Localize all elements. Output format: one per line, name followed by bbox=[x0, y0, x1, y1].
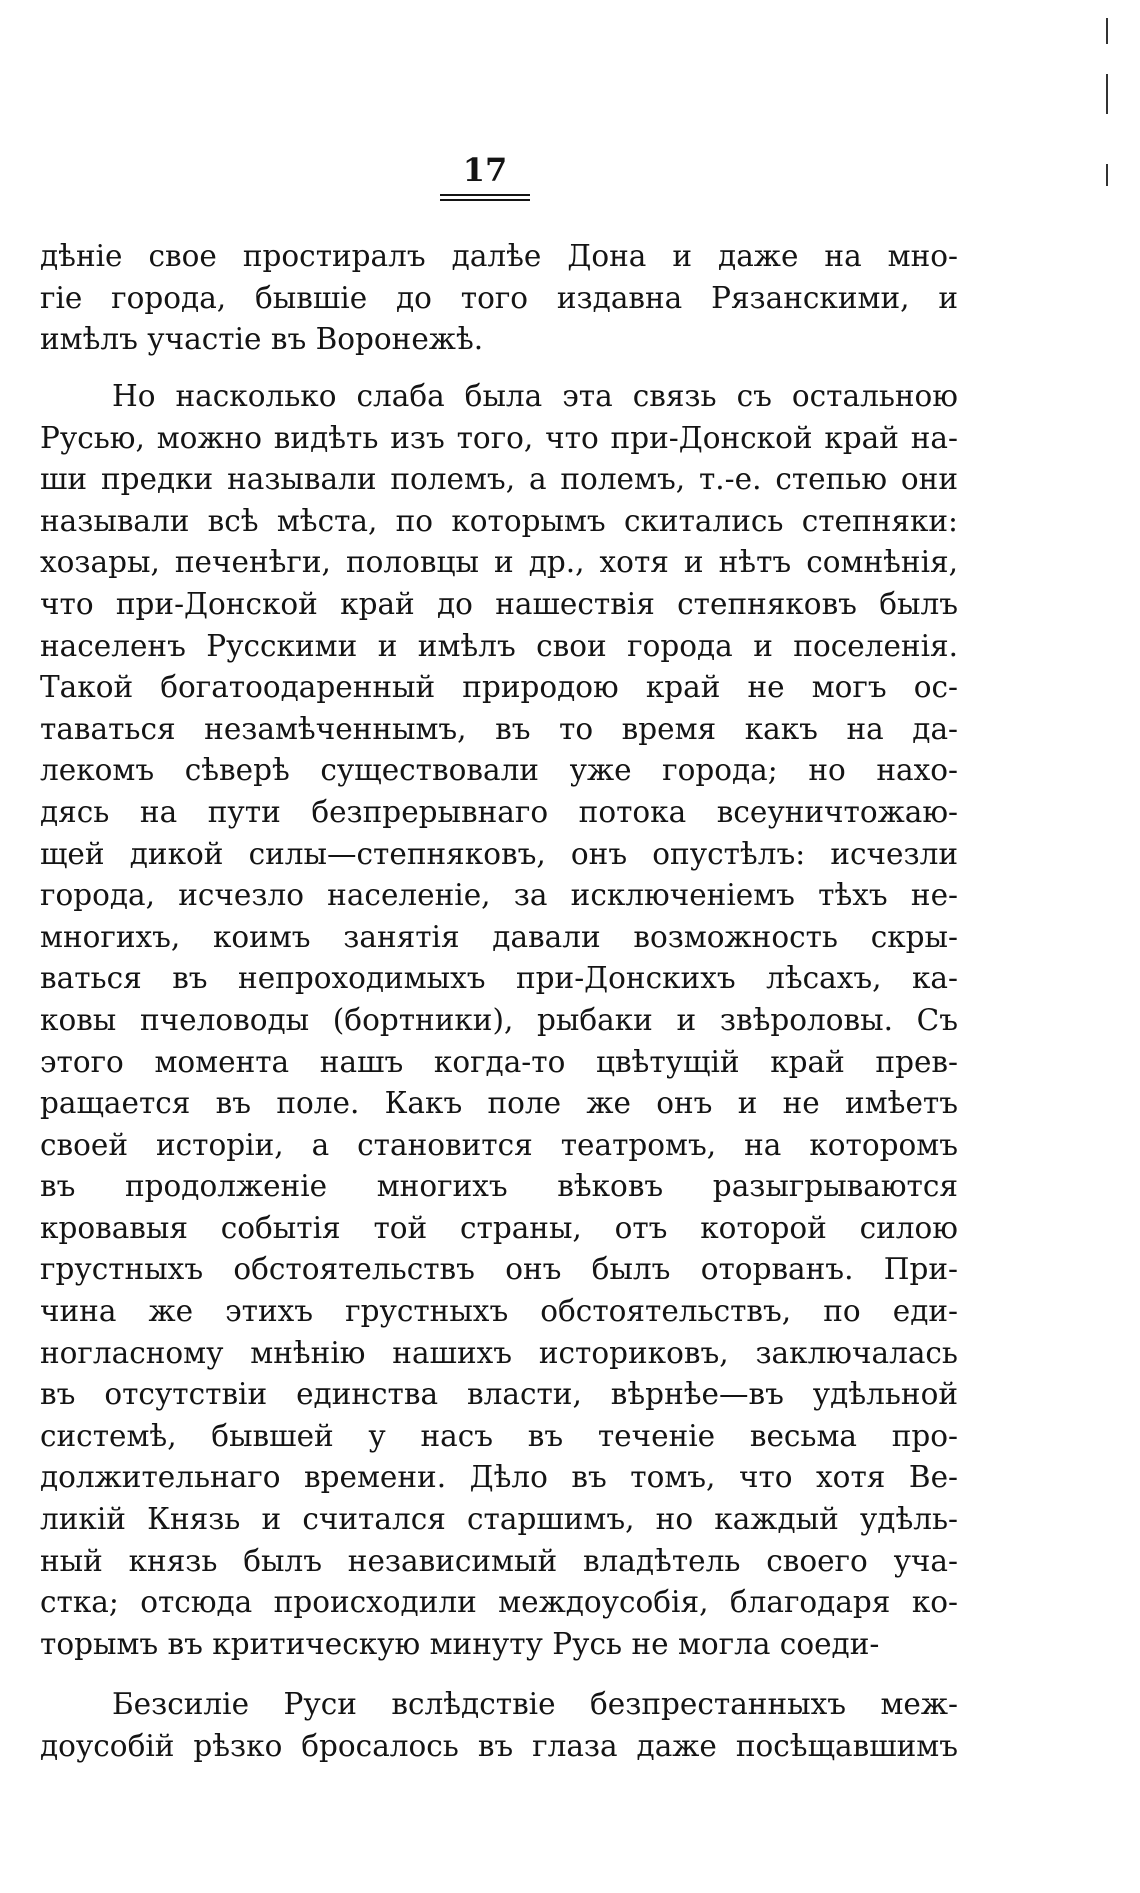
text-line: Русью, можно видѣть изъ того, что при-Донской край на- bbox=[40, 420, 958, 455]
text-line: что при-Донской край до нашествія степняковъ былъ bbox=[40, 586, 958, 621]
text-line: дясь на пути безпрерывнаго потока всеуничтожаю- bbox=[40, 794, 958, 829]
page-number-rule bbox=[440, 194, 530, 201]
text-line: грустныхъ обстоятельствъ онъ былъ оторванъ. При- bbox=[40, 1252, 958, 1287]
text-line: называли всѣ мѣста, по которымъ скитались степняки: bbox=[40, 503, 958, 538]
text-line: системѣ, бывшей у насъ въ теченіе весьма про- bbox=[40, 1418, 958, 1453]
text-line: въ отсутствіи единства власти, вѣрнѣе—въ удѣльной bbox=[40, 1377, 958, 1412]
text-line: ный князь былъ независимый владѣтель своего уча- bbox=[40, 1543, 958, 1578]
text-line: дѣніе свое простиралъ далѣе Дона и даже на мно- bbox=[40, 239, 958, 273]
text-line: щей дикой силы—степняковъ, онъ опустѣлъ: исчезли bbox=[40, 836, 958, 871]
text-line: кровавыя событія той страны, отъ которой силою bbox=[40, 1210, 958, 1245]
text-line: ращается въ поле. Какъ поле же онъ и не имѣетъ bbox=[40, 1086, 958, 1121]
text-line: Безсиліе Руси вслѣдствіе безпрестанныхъ меж- bbox=[112, 1687, 958, 1721]
paragraph-main bbox=[40, 376, 958, 1665]
page-number: 17 bbox=[462, 151, 508, 189]
text-line: доусобій рѣзко бросалось въ глаза даже посѣщавшимъ bbox=[40, 1728, 958, 1763]
text-line: ши предки называли полемъ, а полемъ, т.-е. степью они bbox=[40, 462, 958, 497]
text-line: ликій Князь и считался старшимъ, но каждый удѣль- bbox=[40, 1502, 958, 1537]
text-line: ваться въ непроходимыхъ при-Донскихъ лѣсахъ, ка- bbox=[40, 961, 958, 996]
scan-edge-mark bbox=[1106, 74, 1108, 114]
text-line: гіе города, бывшіе до того издавна Рязанскими, и bbox=[40, 280, 958, 315]
text-line: чина же этихъ грустныхъ обстоятельствъ, по еди- bbox=[40, 1294, 958, 1329]
text-line: многихъ, коимъ занятія давали возможность скры- bbox=[40, 919, 958, 954]
text-line: Но насколько слаба была эта связь съ остальною bbox=[112, 379, 958, 413]
text-line: города, исчезло населеніе, за исключеніемъ тѣхъ не- bbox=[40, 878, 958, 913]
text-line: ковы пчеловоды (бортники), рыбаки и звѣроловы. Съ bbox=[40, 1002, 958, 1037]
text-line: имѣлъ участіе въ Воронежѣ. bbox=[40, 322, 484, 357]
text-line: населенъ Русскими и имѣлъ свои города и поселенія. bbox=[40, 628, 958, 663]
text-line: ногласному мнѣнію нашихъ историковъ, заключалась bbox=[40, 1335, 958, 1370]
paragraph-continuation bbox=[40, 236, 958, 361]
text-line: стка; отсюда происходили междоусобія, благодаря ко- bbox=[40, 1585, 958, 1620]
scan-edge-mark bbox=[1106, 164, 1108, 186]
text-line: должительнаго времени. Дѣло въ томъ, что хотя Ве- bbox=[40, 1460, 958, 1495]
text-line: своей исторіи, а становится театромъ, на которомъ bbox=[40, 1127, 958, 1162]
text-line: торымъ въ критическую минуту Русь не могла соеди- bbox=[40, 1626, 880, 1661]
paragraph-closing bbox=[40, 1684, 958, 1767]
scan-edge-mark bbox=[1106, 18, 1108, 44]
text-line: этого момента нашъ когда-то цвѣтущій край прев- bbox=[40, 1044, 958, 1079]
text-line: таваться незамѣченнымъ, въ то время какъ на да- bbox=[40, 711, 958, 746]
text-line: Такой богатоодаренный природою край не могъ ос- bbox=[40, 670, 958, 705]
text-line: хозары, печенѣги, половцы и др., хотя и нѣтъ сомнѣнія, bbox=[40, 545, 958, 580]
text-line: въ продолженіе многихъ вѣковъ разыгрываются bbox=[40, 1169, 958, 1204]
text-line: лекомъ сѣверѣ существовали уже города; но нахо- bbox=[40, 753, 958, 788]
